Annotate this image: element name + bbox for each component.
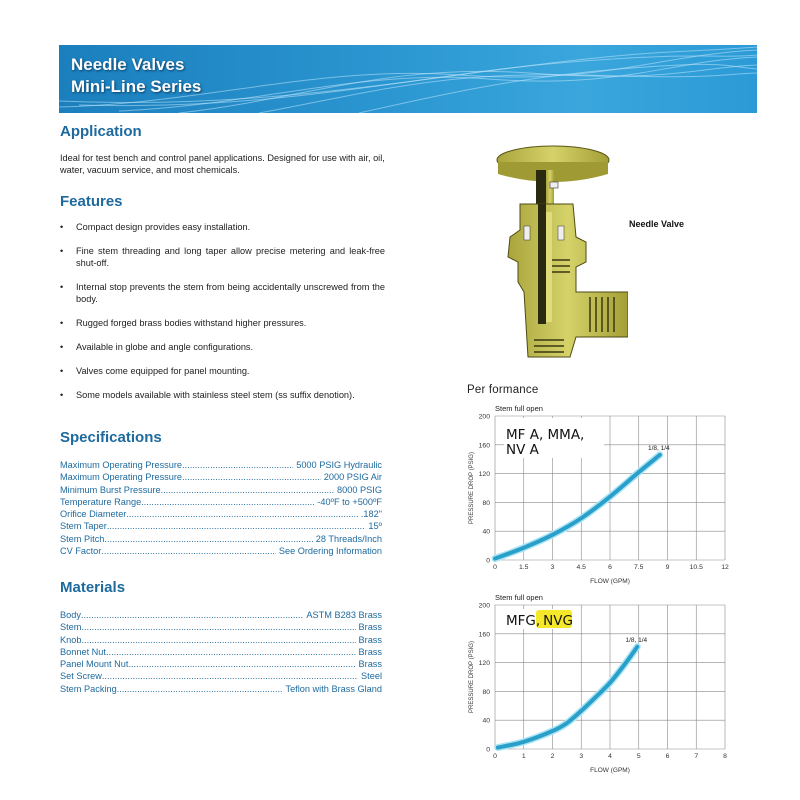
bullet-icon: • xyxy=(60,342,64,352)
feature-item: • Fine stem threading and long taper allow precise metering and leak-free shut-off. xyxy=(60,246,385,268)
x-tick-label: 4.5 xyxy=(576,564,586,571)
chart-title: Stem full open xyxy=(495,404,543,413)
specifications-heading: Specifications xyxy=(60,429,162,446)
x-tick-label: 3 xyxy=(550,564,555,571)
y-tick-label: 160 xyxy=(478,631,490,639)
series-label: 1/8, 1/4 xyxy=(625,636,648,644)
series-line xyxy=(498,647,637,748)
bullet-icon: • xyxy=(60,246,64,256)
x-tick-label: 9 xyxy=(665,564,670,571)
y-tick-label: 40 xyxy=(482,717,490,725)
material-row: Panel Mount Nut ..... Brass xyxy=(60,658,382,670)
x-axis-label: FLOW (GPM) xyxy=(590,767,630,774)
bullet-icon: • xyxy=(60,366,64,376)
bullet-icon: • xyxy=(60,390,64,400)
x-tick-label: 12 xyxy=(721,564,729,571)
spec-row: Stem Taper ..... 15º xyxy=(60,520,382,532)
series-annotation: MF A, MMA, xyxy=(506,427,585,443)
feature-item: • Valves come equipped for panel mounting. xyxy=(60,366,250,376)
material-row: Set Screw ..... Steel xyxy=(60,670,382,682)
y-tick-label: 0 xyxy=(486,557,490,565)
y-tick-label: 200 xyxy=(478,413,490,421)
spec-row: Maximum Operating Pressure ..... 5000 PSIG Hydraulic xyxy=(60,459,382,471)
feature-item: • Some models available with stainless steel stem (ss suffix denotion). xyxy=(60,390,355,400)
spec-row: Temperature Range ..... -40ºF to +500ºF xyxy=(60,496,382,508)
performance-chart-2 xyxy=(460,587,740,777)
x-tick-label: 1.5 xyxy=(519,564,529,571)
feature-item: • Rugged forged brass bodies withstand higher pressures. xyxy=(60,318,307,328)
y-tick-label: 80 xyxy=(482,499,490,507)
y-tick-label: 200 xyxy=(478,602,490,610)
y-tick-label: 0 xyxy=(486,746,490,754)
x-tick-label: 5 xyxy=(636,753,641,760)
application-heading: Application xyxy=(60,123,142,140)
features-heading: Features xyxy=(60,193,123,210)
x-ticks xyxy=(493,564,729,571)
bullet-icon: • xyxy=(60,222,64,232)
series-annotation: MFG, NVG xyxy=(506,613,573,629)
x-tick-label: 0 xyxy=(493,564,497,571)
y-axis-label: PRESSURE DROP (PSIG) xyxy=(469,452,475,524)
header-banner xyxy=(59,45,757,113)
application-text: Ideal for test bench and control panel applications. Designed for use with air, oil, water, vacuum service, and most chemicals. xyxy=(60,153,385,175)
figure-caption: Needle Valve xyxy=(629,219,685,229)
y-tick-label: 160 xyxy=(478,442,490,450)
x-tick-label: 2 xyxy=(550,753,555,760)
x-tick-label: 7 xyxy=(694,753,699,760)
banner-subtitle: Mini-Line Series xyxy=(71,77,202,96)
spec-row: Orifice Diameter ..... .182" xyxy=(60,508,382,520)
y-ticks xyxy=(479,414,491,565)
x-tick-label: 3 xyxy=(579,753,584,760)
y-tick-label: 80 xyxy=(482,688,490,696)
x-tick-label: 0 xyxy=(493,753,497,760)
series-label: 1/8, 1/4 xyxy=(647,444,670,452)
spec-row: Minimum Burst Pressure ..... 8000 PSIG xyxy=(60,484,382,496)
spec-row: Maximum Operating Pressure ..... 2000 PSIG Air xyxy=(60,471,382,483)
material-row: Stem ..... Brass xyxy=(60,621,382,633)
materials-heading: Materials xyxy=(60,579,126,596)
feature-item: • Available in globe and angle configurations. xyxy=(60,342,254,352)
spec-row: Stem Pitch ..... 28 Threads/Inch xyxy=(60,533,382,545)
x-tick-label: 6 xyxy=(608,564,612,571)
performance-heading: Per formance xyxy=(467,384,539,396)
materials-table xyxy=(60,609,382,695)
bullet-icon: • xyxy=(60,282,64,292)
bullet-icon: • xyxy=(60,318,64,328)
x-axis-label: FLOW (GPM) xyxy=(590,578,630,585)
x-tick-label: 7.5 xyxy=(634,564,644,571)
spec-row: CV Factor ..... See Ordering Information xyxy=(60,545,382,557)
x-tick-label: 8 xyxy=(723,753,727,760)
banner-title: Needle Valves xyxy=(71,55,185,74)
series-annotation: NV A xyxy=(506,442,539,458)
chart-title: Stem full open xyxy=(495,593,543,602)
material-row: Bonnet Nut ..... Brass xyxy=(60,646,382,658)
needle-valve-illustration xyxy=(478,142,628,377)
material-row: Body ..... ASTM B283 Brass xyxy=(60,609,382,621)
x-tick-label: 4 xyxy=(608,753,612,760)
y-tick-label: 40 xyxy=(482,528,490,536)
x-tick-label: 10.5 xyxy=(689,564,703,571)
x-tick-label: 1 xyxy=(521,753,526,760)
x-tick-label: 6 xyxy=(665,753,670,760)
performance-chart-1 xyxy=(460,398,740,588)
y-tick-label: 120 xyxy=(478,471,490,479)
curve-glow xyxy=(495,455,660,559)
y-ticks xyxy=(479,603,491,754)
specifications-table xyxy=(60,459,382,557)
material-row: Stem Packing ..... Teflon with Brass Gland xyxy=(60,683,382,695)
x-ticks xyxy=(493,753,727,760)
feature-item: • Compact design provides easy installation. xyxy=(60,222,251,232)
curve-glow xyxy=(498,647,637,748)
material-row: Knob ..... Brass xyxy=(60,634,382,646)
y-tick-label: 120 xyxy=(478,660,490,668)
y-axis-label: PRESSURE DROP (PSIG) xyxy=(469,641,475,713)
series-line xyxy=(495,455,660,559)
feature-item: • Internal stop prevents the stem from being accidentally unscrewed from the body. xyxy=(60,282,385,304)
